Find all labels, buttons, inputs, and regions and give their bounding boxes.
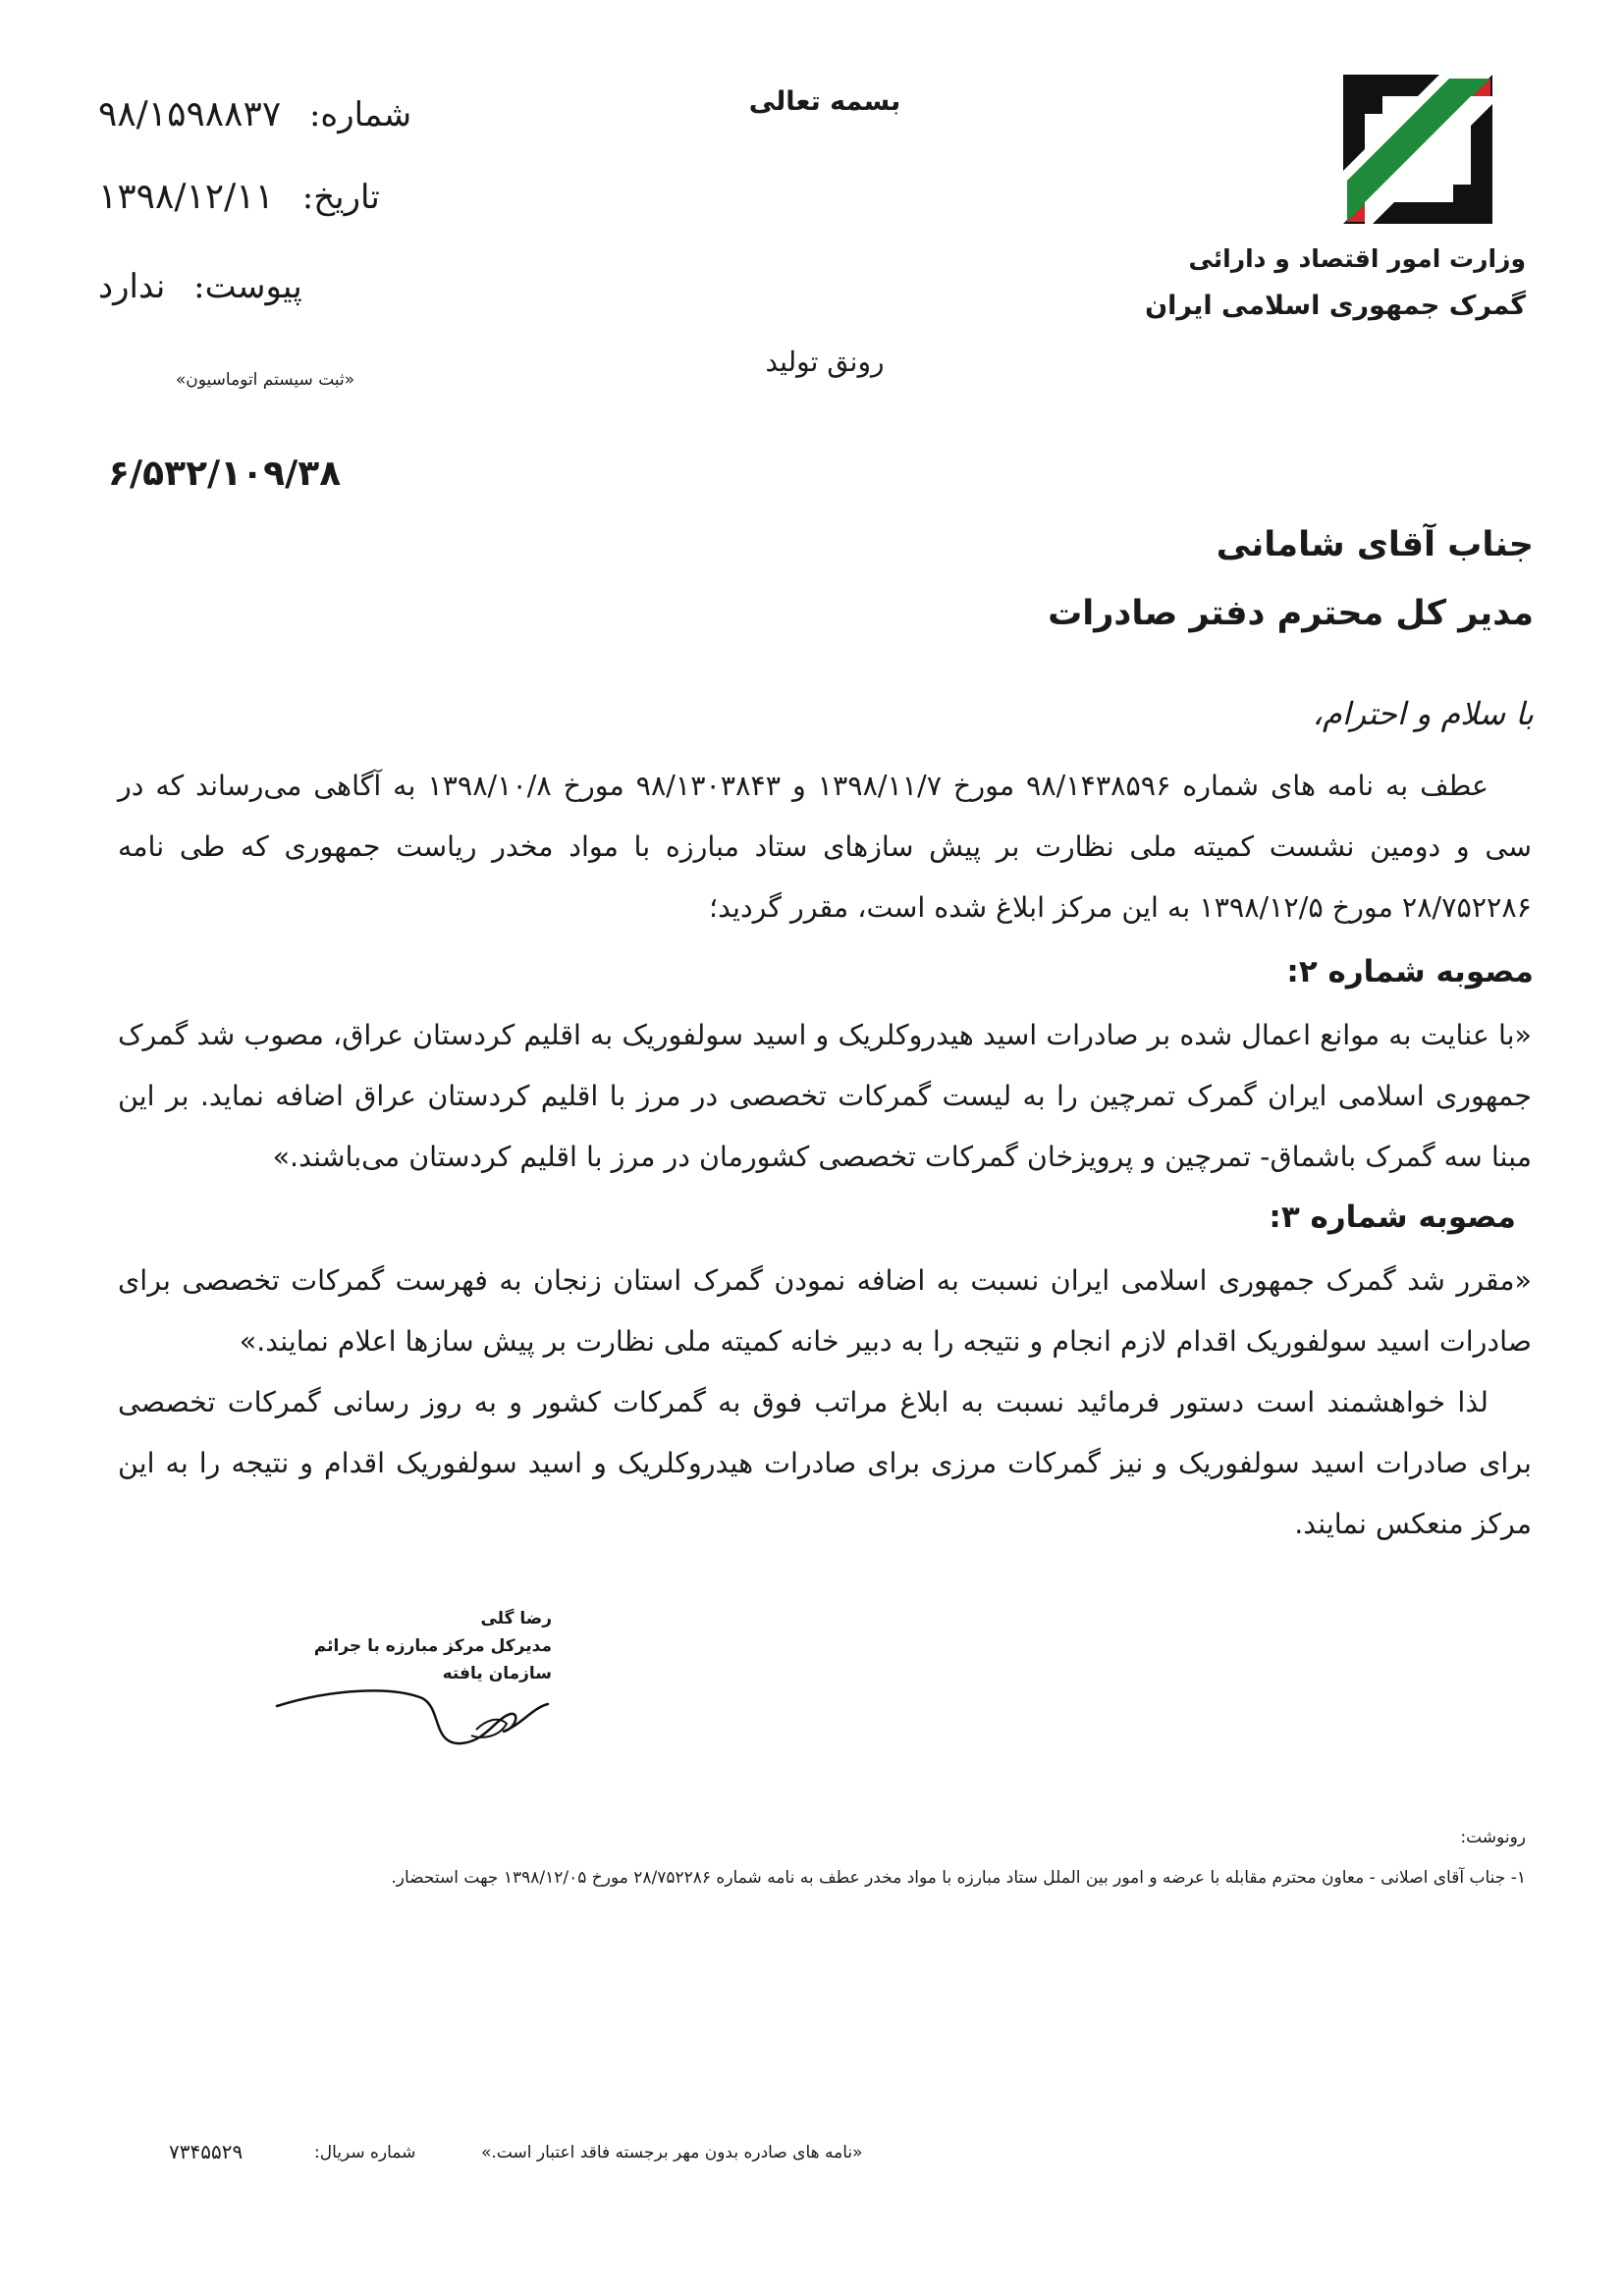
ministry-name: وزارت امور اقتصاد و دارائی: [1188, 244, 1526, 273]
attachment-row: [98, 267, 412, 306]
letter-number-label: شماره:: [308, 95, 412, 134]
copies-heading: رونوشت:: [1460, 1828, 1526, 1847]
resolution-3-paragraph: [118, 1251, 1532, 1372]
ministry-block: [1145, 236, 1526, 330]
resolution-3-text: «مقرر شد گمرک جمهوری اسلامی ایران نسبت به اضافه نمودن گمرک استان زنجان به فهرست گمرکات تخصصی برای صادرات اسید سولفوریک اقدام لازم انجام و نتیجه را به دبیر خانه کمیته ملی نظارت بر پیش سازها اعلام نمایند.»: [118, 1264, 1532, 1358]
letter-number-value: ۹۸/۱۵۹۸۸۳۷: [98, 94, 282, 134]
attachment-label: پیوست:: [193, 267, 302, 306]
resolution-2-paragraph: [118, 1005, 1532, 1188]
intro-text: عطف به نامه های شماره ۹۸/۱۴۳۸۵۹۶ مورخ ۱۳۹۸/۱۱/۷ و ۹۸/۱۳۰۳۸۴۳ مورخ ۱۳۹۸/۱۰/۸ به آگاهی می‌رساند که در سی و دومین نشست کمیته ملی نظارت بر پیش سازهای ستاد مبارزه با مواد مخدر ریاست جمهوری که طی نامه ۲۸/۷۵۲۲۸۶ مورخ ۱۳۹۸/۱۲/۵ به این مرکز ابلاغ شده است، مقرر گردید؛: [118, 770, 1532, 924]
letter-date-label: تاریخ:: [301, 178, 380, 217]
reference-code: ۶/۵۳۲/۱۰۹/۳۸: [108, 454, 342, 494]
copy-recipient-1: ۱- جناب آقای اصلانی - معاون محترم مقابله با عرضه و امور بین الملل ستاد مبارزه با مواد مخدر عطف به نامه شماره ۲۸/۷۵۲۲۸۶ مورخ ۱۳۹۸/۱۲/۰۵ جهت استحضار.: [391, 1868, 1526, 1888]
customs-emblem-icon: [1343, 75, 1492, 224]
addressee-name: جناب آقای شامانی: [1216, 525, 1534, 564]
bismillah: بسمه تعالی: [748, 86, 901, 117]
stamp-validity-note: «نامه های صادره بدون مهر برجسته فاقد اعتبار است.»: [481, 2143, 863, 2163]
resolution-2-text: «با عنایت به موانع اعمال شده بر صادرات اسید هیدروکلریک و اسید سولفوریک به اقلیم کردستان عراق، مصوب شد گمرک جمهوری اسلامی ایران گمرک تمرچین را به لیست گمرکات تخصصی در مرز با اقلیم کردستان عراق اضافه نماید. بر این مبنا سه گمرک باشماق- تمرچین و پرویزخان گمرکات تخصصی کشورمان در مرز با اقلیم کردستان می‌باشند.»: [118, 1019, 1532, 1173]
serial-number-label: شماره سریال:: [314, 2143, 416, 2163]
addressee-title: مدیر کل محترم دفتر صادرات: [1048, 594, 1534, 633]
letter-date-row: [98, 177, 412, 217]
request-text: لذا خواهشمند است دستور فرمائید نسبت به ابلاغ مراتب فوق به گمرکات کشور و به روز رسانی گمرکات تخصصی برای صادرات اسید سولفوریک و نیز گمرکات مرزی برای صادرات هیدروکلریک و اسید سولفوریک اقدام و نتیجه را به این مرکز منعکس نمایند.: [118, 1386, 1532, 1540]
document-type: رونق تولید: [765, 346, 885, 378]
signatory-name: رضا گلی: [480, 1609, 552, 1629]
resolution-2-title: مصوبه شماره ۲:: [1286, 954, 1534, 989]
attachment-value: ندارد: [98, 267, 166, 306]
letter-date-value: ۱۳۹۸/۱۲/۱۱: [98, 177, 274, 217]
resolution-3-title: مصوبه شماره ۳:: [1269, 1200, 1516, 1235]
serial-number-value: ۷۳۴۵۵۲۹: [169, 2140, 244, 2163]
intro-paragraph: [118, 756, 1532, 938]
automation-note: «ثبت سیستم اتوماسیون»: [175, 370, 355, 390]
addressee: [1048, 510, 1534, 648]
salutation: با سلام و احترام،: [1312, 695, 1534, 732]
customs-name: گمرک جمهوری اسلامی ایران: [1145, 291, 1526, 321]
letter-number-row: [98, 94, 412, 134]
request-paragraph: [118, 1372, 1532, 1555]
signatory-title: مدیرکل مرکز مبارزه با جرائم سازمان یافته: [313, 1636, 552, 1683]
signature-icon: [275, 1669, 550, 1757]
